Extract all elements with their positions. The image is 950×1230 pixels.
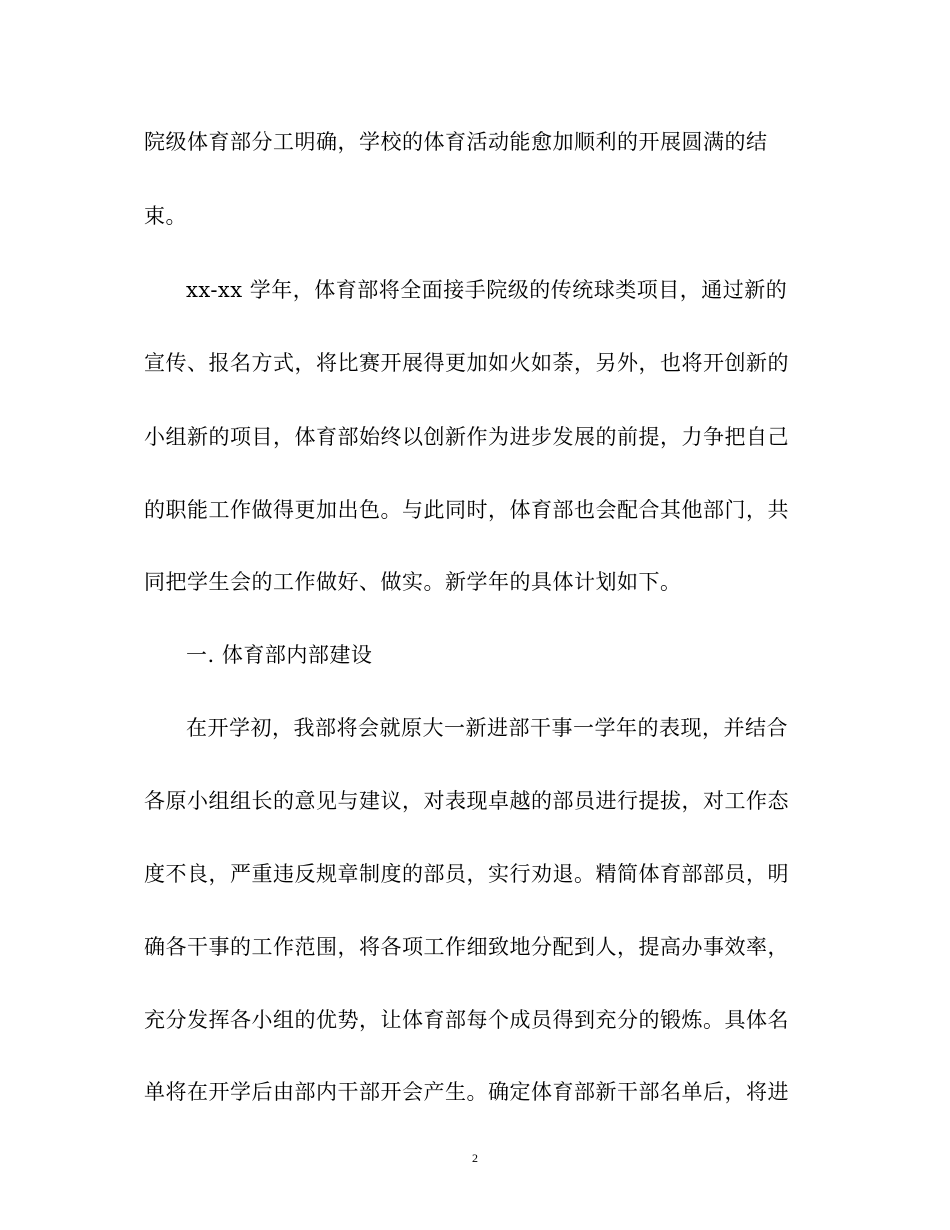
section-heading: 一. 体育部内部建设 — [186, 643, 373, 667]
paragraph-line: 小组新的项目，体育部始终以创新作为进步发展的前提，力争把自己 — [144, 425, 789, 449]
paragraph-line: 单将在开学后由部内干部开会产生。确定体育部新干部名单后，将进 — [144, 1080, 789, 1104]
paragraph-line: 院级体育部分工明确，学校的体育活动能愈加顺利的开展圆满的结 — [144, 130, 768, 154]
paragraph-line: 确各干事的工作范围，将各项工作细致地分配到人，提高办事效率， — [144, 935, 789, 959]
paragraph-line: 束。 — [144, 204, 187, 228]
paragraph-line: xx-xx 学年，体育部将全面接手院级的传统球类项目，通过新的 — [186, 278, 788, 302]
paragraph-line: 度不良，严重违反规章制度的部员，实行劝退。精简体育部部员，明 — [144, 862, 789, 886]
paragraph-line: 充分发挥各小组的优势，让体育部每个成员得到充分的锻炼。具体名 — [144, 1008, 789, 1032]
paragraph-line: 的职能工作做得更加出色。与此同时，体育部也会配合其他部门，共 — [144, 498, 789, 522]
paragraph-line: 宣传、报名方式，将比赛开展得更加如火如荼，另外，也将开创新的 — [144, 351, 789, 375]
paragraph-line: 各原小组组长的意见与建议，对表现卓越的部员进行提拔，对工作态 — [144, 789, 789, 813]
page-number: 2 — [472, 1151, 478, 1165]
paragraph-line: 在开学初，我部将会就原大一新进部干事一学年的表现，并结合 — [186, 716, 788, 740]
paragraph-line: 同把学生会的工作做好、做实。新学年的具体计划如下。 — [144, 570, 682, 594]
